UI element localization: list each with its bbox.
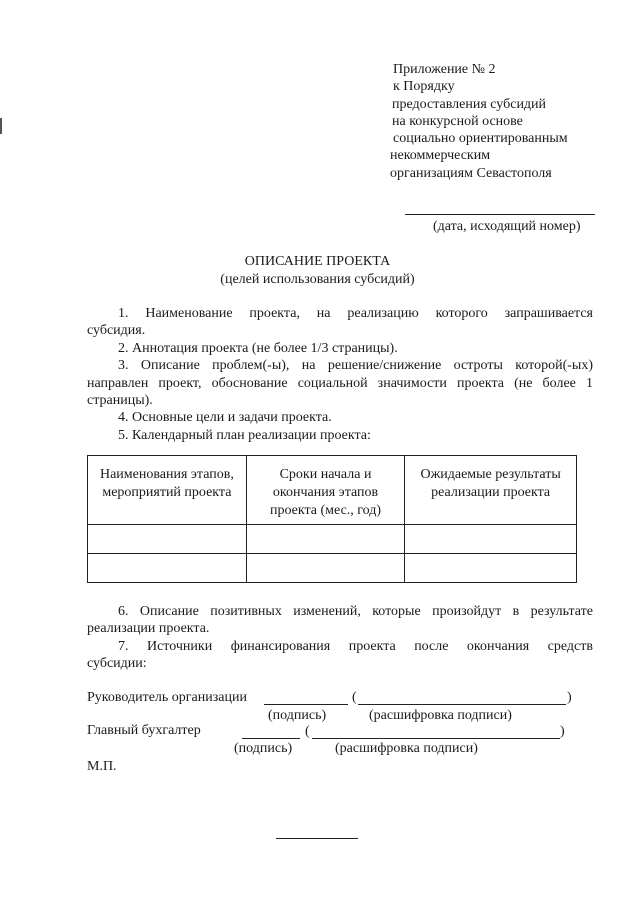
table-cell[interactable] (405, 554, 577, 583)
item-7-text: 7. Источники финансирования проекта после окончания средств (118, 639, 593, 654)
accountant-close-paren: ) (560, 724, 565, 739)
table-header-cell (405, 456, 577, 525)
item-1-text-cont: субсидия. (87, 323, 146, 338)
item-4-text: 4. Основные цели и задачи проекта. (118, 410, 332, 425)
header-text: Сроки начала и (279, 467, 372, 482)
header-text: Наименования этапов, (99, 467, 234, 482)
table-cell[interactable] (88, 554, 247, 583)
director-signature-caption: (подпись) (268, 708, 327, 723)
stamp-mark: М.П. (87, 759, 117, 774)
closing-line (276, 838, 358, 839)
calendar-plan-table (87, 455, 577, 583)
director-signature-line[interactable] (264, 704, 348, 705)
director-open-paren: ( (352, 690, 357, 705)
table-row (88, 554, 577, 583)
table-header-cell (246, 456, 404, 525)
table-cell[interactable] (246, 525, 404, 554)
table-cell[interactable] (88, 525, 247, 554)
item-6-text-cont: реализации проекта. (87, 621, 210, 636)
date-field-caption: (дата, исходящий номер) (433, 219, 581, 234)
accountant-decoding-caption: (расшифровка подписи) (335, 741, 478, 756)
item-5-text: 5. Календарный план реализации проекта: (118, 428, 371, 443)
item-3-text-cont: направлен проект, обоснование социальной значимости проекта (не более 1 (87, 376, 593, 391)
header-text: окончания этапов (272, 485, 379, 500)
document-title: ОПИСАНИЕ ПРОЕКТА (244, 254, 391, 269)
header-text: проекта (мес., год) (269, 503, 382, 518)
director-label: Руководитель организации (87, 690, 247, 705)
accountant-decoding-line[interactable] (312, 738, 560, 739)
appendix-line: Приложение № 2 (393, 62, 496, 77)
accountant-open-paren: ( (305, 724, 310, 739)
appendix-block (390, 61, 568, 182)
appendix-line: некоммерческим (390, 148, 491, 164)
table-cell[interactable] (405, 525, 577, 554)
document-subtitle: (целей использования субсидий) (220, 272, 415, 287)
header-text: реализации проекта (431, 485, 551, 500)
table-row (88, 525, 577, 554)
table-header-row (88, 456, 577, 525)
appendix-line: на конкурсной основе (392, 113, 523, 129)
item-3-text: 3. Описание проблем(-ы), на решение/снижение остроты которой(-ых) (118, 358, 593, 373)
director-decoding-line[interactable] (358, 704, 566, 705)
table-header-cell (88, 456, 247, 525)
director-close-paren: ) (567, 690, 572, 705)
director-decoding-caption: (расшифровка подписи) (369, 708, 512, 723)
header-text: мероприятий проекта (102, 485, 232, 500)
accountant-label: Главный бухгалтер (87, 723, 201, 738)
header-text: Ожидаемые результаты (420, 467, 561, 482)
appendix-line: предоставления субсидий (392, 96, 547, 112)
table-cell[interactable] (246, 554, 404, 583)
accountant-signature-line[interactable] (242, 738, 300, 739)
item-7-text-cont: субсидии: (87, 656, 147, 671)
appendix-line: социально ориентированным (393, 131, 568, 147)
appendix-line: к Порядку (393, 79, 455, 95)
item-1-text: 1. Наименование проекта, на реализацию которого запрашивается (118, 306, 593, 321)
item-3-text-end: страницы). (87, 393, 153, 408)
date-field-line (405, 214, 595, 215)
accountant-signature-caption: (подпись) (234, 741, 293, 756)
item-6-text: 6. Описание позитивных изменений, которые произойдут в результате (118, 604, 593, 619)
item-2-text: 2. Аннотация проекта (не более 1/3 страницы). (118, 341, 398, 356)
margin-mark (0, 118, 2, 134)
appendix-line: организациям Севастополя (390, 165, 552, 181)
